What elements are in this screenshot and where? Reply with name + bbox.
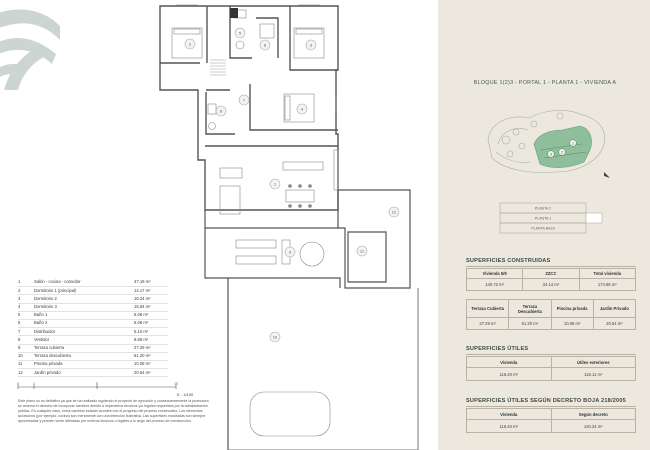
legend-area: 27.29 m² — [134, 344, 151, 350]
legend-room-name: Dormitorio 1 (principal) — [34, 287, 77, 293]
table-value: 34.14 m² — [523, 279, 579, 291]
legend-room-name: Jardín privado — [34, 369, 61, 375]
legend-area: 16.24 m² — [134, 295, 151, 301]
table-header: Vivienda — [467, 409, 552, 420]
table-header: ZZCC — [523, 269, 579, 279]
useful-table — [466, 356, 636, 381]
legend-area: 8.68 m² — [134, 336, 149, 342]
divider — [466, 354, 636, 355]
useful-title: SUPERFICIES ÚTILES — [466, 346, 529, 352]
legend-number: 11 — [18, 361, 23, 367]
constructed-table-1 — [466, 268, 636, 291]
legend-room-name: Terraza descubierta — [34, 353, 71, 359]
legend-room-name: Piscina privada — [34, 361, 63, 367]
plan-label-4: 4 — [300, 106, 304, 112]
legend-room-name: Baño 1 — [34, 312, 48, 318]
north-arrow-icon — [604, 172, 610, 178]
legend-row — [18, 345, 168, 353]
floor-label-current: PLANTA 1 — [534, 216, 552, 221]
plan-label-6: 6 — [219, 108, 223, 114]
plan-label-7: 7 — [242, 97, 246, 103]
legend-row — [18, 361, 168, 369]
scale-tick: 5 — [96, 381, 98, 386]
decree-title: SUPERFICIES ÚTILES SEGÚN DECRETO BOJA 218/2005 — [466, 398, 626, 404]
table-header: Según decreto — [551, 409, 636, 420]
legend-row — [18, 304, 168, 312]
divider — [466, 266, 636, 267]
constructed-table-2 — [466, 299, 636, 330]
legend-number: 2 — [18, 287, 21, 293]
legend-room-name: Dormitorio 3 — [34, 304, 57, 310]
table-value: 174.86 m² — [579, 279, 635, 291]
legend-row — [18, 295, 168, 303]
plan-label-11: 11 — [359, 248, 365, 254]
legend-number: 5 — [18, 312, 21, 318]
legend-room-name: Terraza cubierta — [34, 344, 65, 350]
site-label-3: 3 — [550, 152, 552, 157]
floor-label: PLANTA 2 — [534, 206, 552, 211]
plan-label-2: 2 — [188, 41, 192, 47]
plan-label-10: 10 — [272, 334, 278, 340]
scale-tick: 1 — [33, 381, 35, 386]
legend-number: 10 — [18, 353, 23, 359]
table-header: Terraza Descubierta — [509, 300, 551, 318]
legend-room-name: Distribuidor — [34, 328, 56, 334]
table-value: 130.24 m² — [551, 420, 636, 433]
table-header: Terraza Cubierta — [467, 300, 509, 318]
legend-row — [18, 320, 168, 328]
table-header: Útiles exteriores — [551, 357, 636, 368]
scale-tick: 0 — [17, 381, 19, 386]
legend-area: 10.08 m² — [134, 361, 151, 367]
legend-area: 15.84 m² — [134, 304, 151, 310]
legend-room-name: Vestidor — [34, 336, 50, 342]
unit-title: BLOQUE 1(2)3 - PORTAL 1 - PLANTA 1 - VIVIENDA A — [473, 80, 617, 86]
plan-label-8: 8 — [263, 42, 267, 48]
decree-table — [466, 408, 636, 433]
table-value: 20.54 m² — [593, 318, 635, 330]
table-header: Jardín Privado — [593, 300, 635, 318]
legend-area: 5.08 m² — [134, 320, 149, 326]
table-value: 119.11 m² — [551, 368, 636, 381]
plan-label-9: 9 — [288, 249, 292, 255]
legend-row — [18, 336, 168, 344]
legend-area: 61.20 m² — [134, 353, 151, 359]
legend-room-name: Salón - cocina - comedor — [34, 279, 81, 285]
site-label-1: 1 — [572, 141, 574, 146]
floor-label: PLANTA BAJA — [531, 226, 555, 231]
table-value: 27.29 m² — [467, 318, 509, 330]
plan-label-3: 3 — [309, 42, 313, 48]
legend-area: 47.19 m² — [134, 279, 151, 285]
table-value: 116.40 m² — [467, 368, 552, 381]
legend-number: 3 — [18, 295, 21, 301]
legend-row — [18, 287, 168, 295]
plan-label-1: 1 — [273, 181, 277, 187]
table-value: 116.40 m² — [467, 420, 552, 433]
brand-logo — [0, 0, 60, 90]
legend-row — [18, 279, 168, 287]
floor-selector — [500, 203, 610, 233]
table-header: Total vivienda — [579, 269, 635, 279]
room-legend — [18, 279, 168, 377]
legend-area: 5.08 m² — [134, 312, 149, 318]
plan-label-12: 12 — [391, 209, 397, 215]
legend-row — [18, 369, 168, 377]
legend-row — [18, 328, 168, 336]
table-value: 61.20 m² — [509, 318, 551, 330]
legend-number: 12 — [18, 369, 23, 375]
legend-number: 4 — [18, 304, 21, 310]
legend-number: 7 — [18, 328, 21, 334]
scale-tick: 10 — [174, 381, 178, 386]
plan-label-5: 5 — [238, 30, 242, 36]
scale-label: E - 1/100 — [177, 392, 194, 397]
legend-row — [18, 312, 168, 320]
legend-number: 6 — [18, 320, 21, 326]
legend-area: 20.54 m² — [134, 369, 151, 375]
legend-number: 1 — [18, 279, 21, 285]
table-header: Piscina privada — [551, 300, 593, 318]
table-header: Vivienda — [467, 357, 552, 368]
legend-room-name: Dormitorio 2 — [34, 295, 57, 301]
disclaimer-text: Este plano no es definitivo ya que se ha realizado siguiendo el proyecto de ejecución y consecuentemente la promotora se reserva el derecho de incorporar cambios debido a imperativos técnicos y/o legales requeridos por la administración pública. En cualquier caso, estos cambios estarán acordes con el progreso del proceso constructivo. Los elementos accesorios (por ejemplo, cocina) son meramente con una intención ilustrativa. Las superficies mostradas son siempre aproximadas y pueden verse alteradas por motivos técnicos o legales a lo largo del proceso de construcción. — [18, 399, 209, 424]
constructed-title: SUPERFICIES CONSTRUIDAS — [466, 258, 551, 264]
legend-area: 5.10 m² — [134, 328, 149, 334]
legend-row — [18, 353, 168, 361]
table-header: Vivienda 5/9 — [467, 269, 523, 279]
legend-number: 9 — [18, 344, 21, 350]
site-label-2: 2 — [561, 150, 563, 155]
table-value: 140.72 m² — [467, 279, 523, 291]
legend-number: 8 — [18, 336, 21, 342]
legend-room-name: Baño 2 — [34, 320, 48, 326]
site-plan — [470, 100, 620, 185]
legend-area: 14.17 m² — [134, 287, 151, 293]
divider — [466, 406, 636, 407]
table-value: 10.08 m² — [551, 318, 593, 330]
